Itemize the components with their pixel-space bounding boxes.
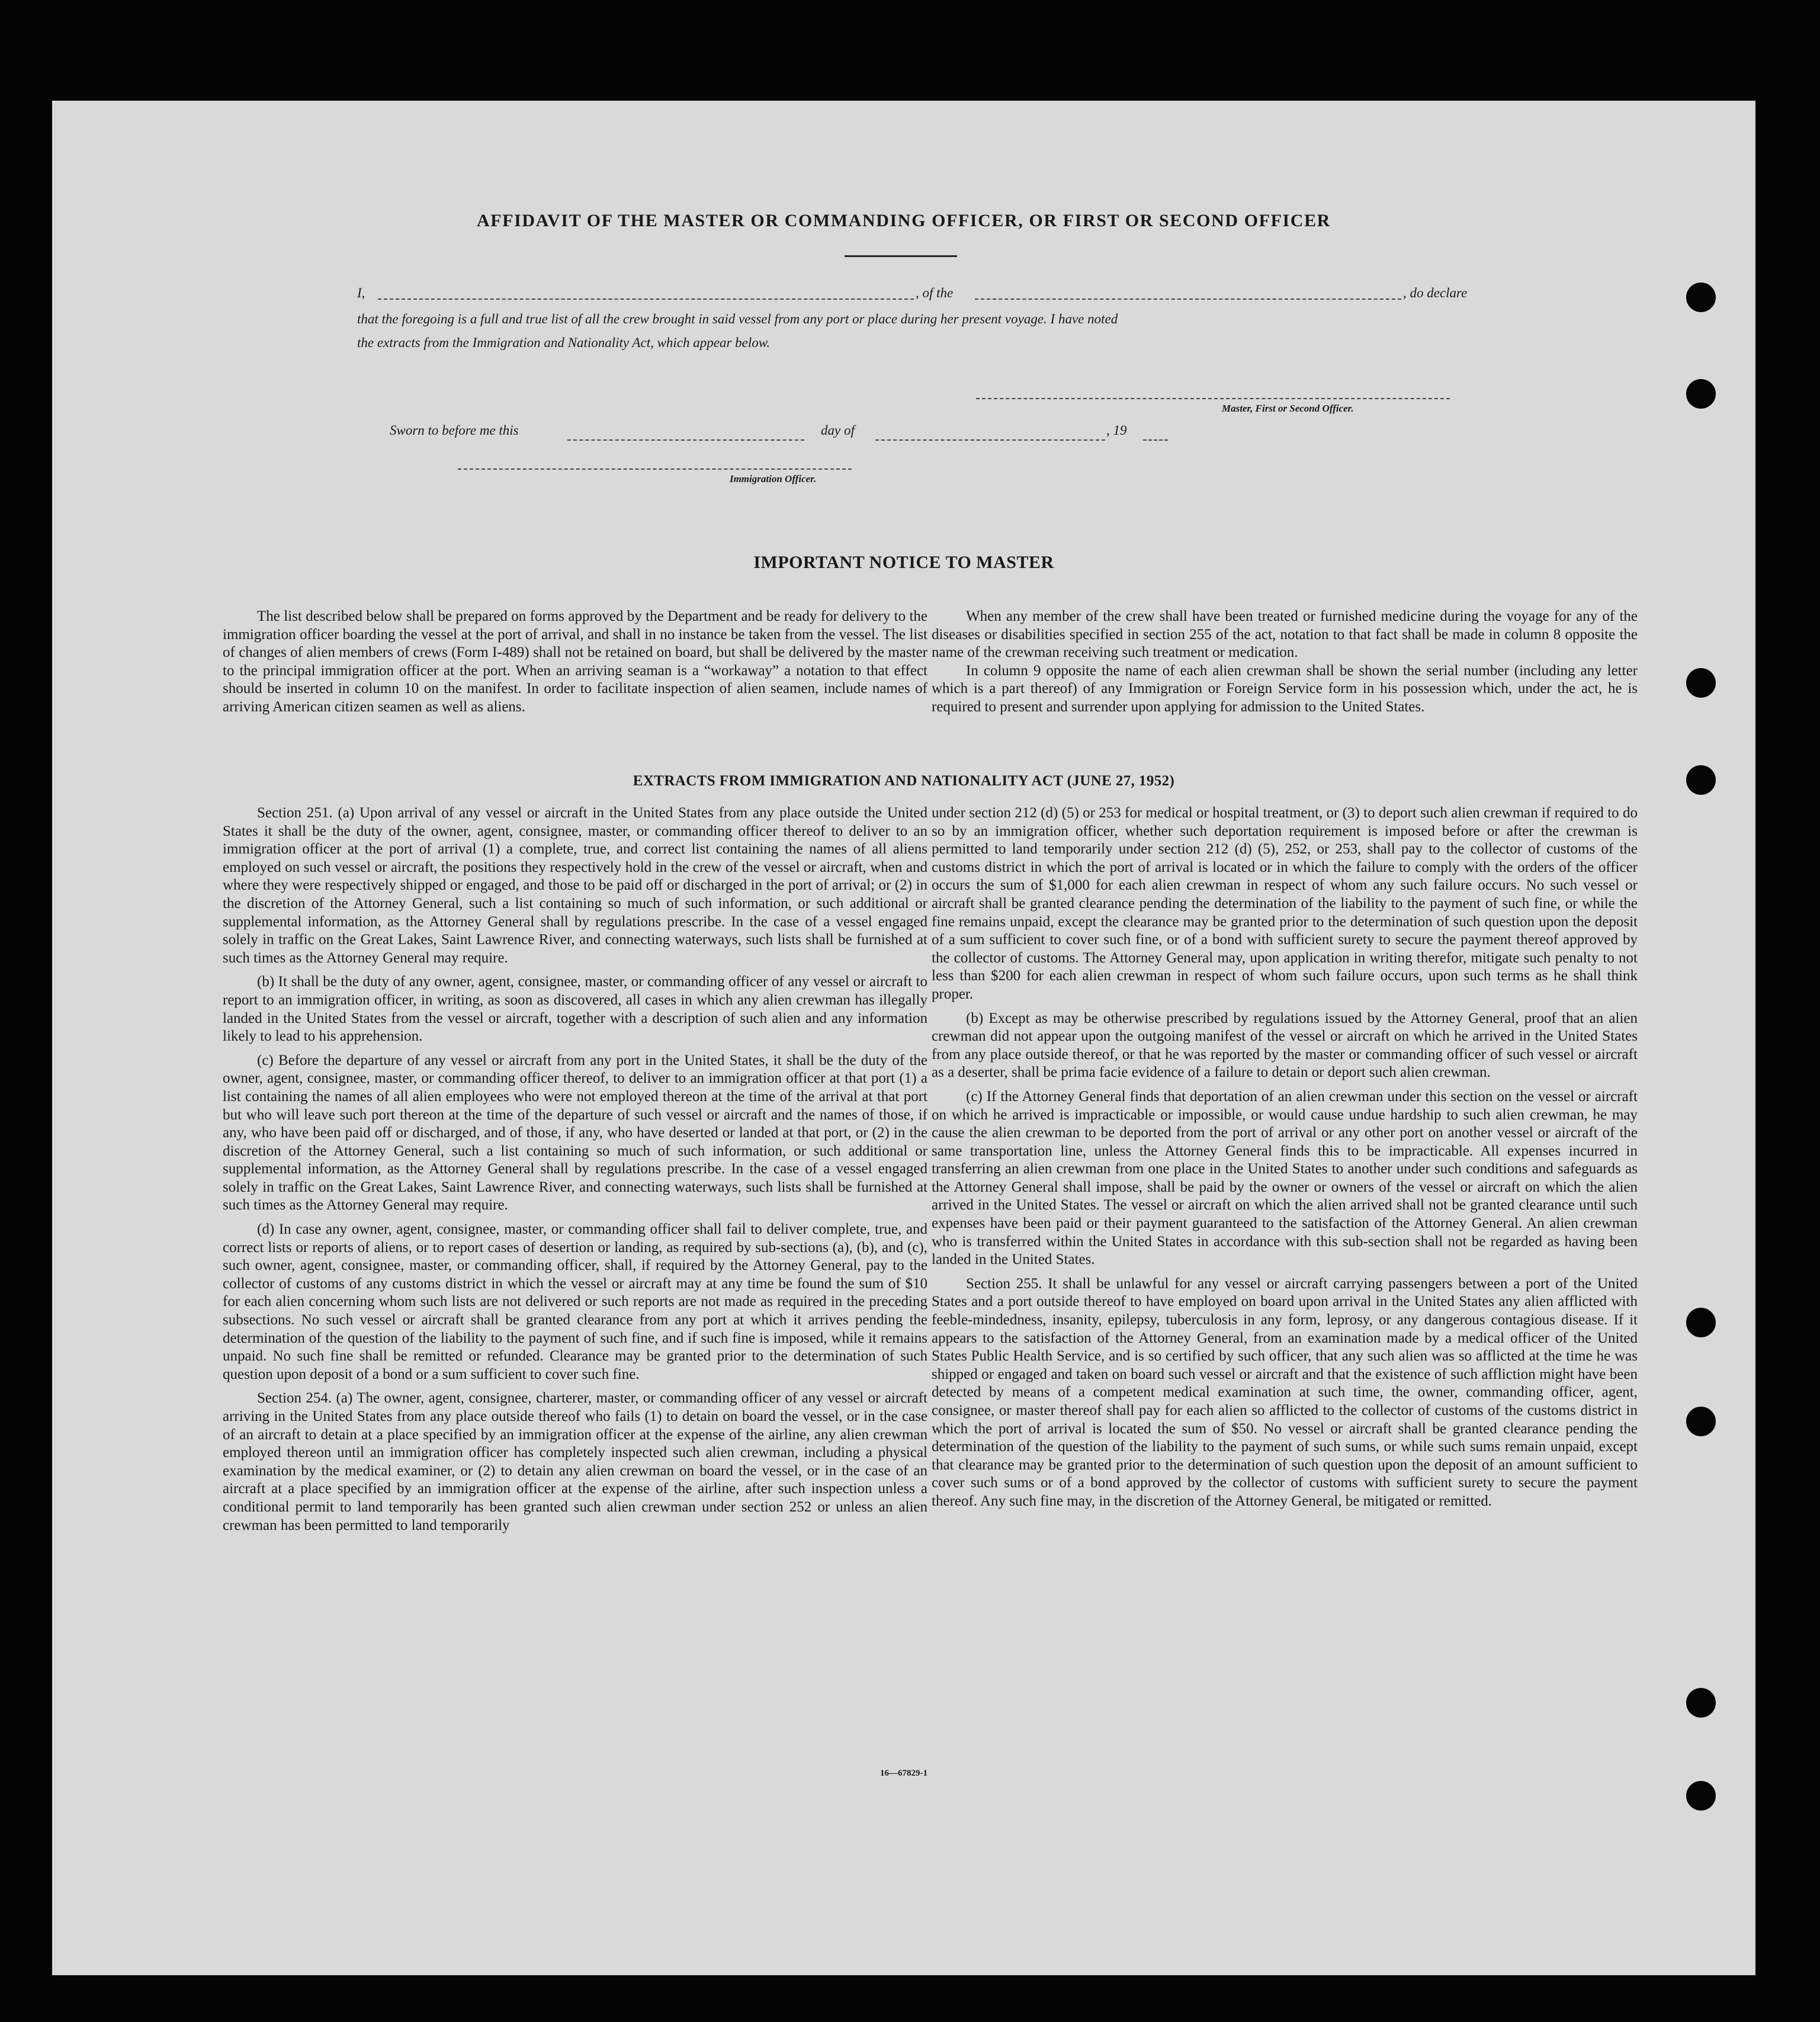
affidavit-statement-line3: the extracts from the Immigration and Nationality Act, which appear below. — [357, 335, 771, 350]
section-255: Section 255. It shall be unlawful for any vessel or aircraft carrying passengers between a port of the United States and a port outside thereof to have employed on board upon arrival in the United States any alien afflicted with feeble-mindedness, insanity, epilepsy, tuberculosis in any form, leprosy, or any dangerous contagious disease. If it appears to the satisfaction of the Attorney General, from an examination made by a medical officer of the United States Public Health Service, and is so certified by such officer, that any such alien was so afflicted at the time he was shipped or engaged and taken on board such vessel or aircraft and that the existence of such affliction might have been detected by means of a competent medical examination at such time, the owner, commanding officer, agent, consignee, or master thereof shall pay for each alien so afflicted to the collector of customs of the customs district in which the port of arrival is located the sum of $50. No vessel or aircraft shall be granted clearance pending the determination of the question of the liability to the payment of such sums, or while such sums remain unpaid, except that clearance may be granted prior to the determination of such question upon the deposit of an amount sufficient to cover such sums or of a bond approved by the collector of customs with sufficient surety to secure the payment thereof. Any such fine may, in the discretion of the Attorney General, be mitigated or remitted. — [932, 1275, 1638, 1509]
affidavit-of-the: , of the — [916, 285, 954, 300]
section-254b: (b) Except as may be otherwise prescribed by regulations issued by the Attorney General, proof that an alien crewman did not appear upon the outgoing manifest of the vessel or aircraft on which he arrived in the United States from any place outside thereof, or that he was reported by the master or commanding officer of such vessel or aircraft as a deserter, shall be prima facie evidence of a failure to detain or deport such alien crewman. — [932, 1010, 1638, 1081]
affidavit-declarant-line — [357, 285, 1500, 303]
punch-hole — [1686, 1308, 1716, 1337]
notice-left-column — [223, 608, 927, 717]
section-251d: (d) In case any owner, agent, consignee, master, or commanding officer shall fail to deliver complete, true, and correct lists or reports of aliens, or to report cases of desertion or landing, as required by sub-sections (a), (b), and (c), such owner, agent, consignee, master, or commanding officer, shall, if required by the Attorney General, pay to the collector of customs of any customs district in which the vessel or aircraft may at any time be found the sum of $10 for each alien concerning whom such lists are not delivered or such reports are not made as required in the preceding subsections. No such vessel or aircraft shall be granted clearance from any port at which it arrives pending the determination of the question of the liability to the payment of such fine, and if such fine is imposed, while it remains unpaid. No such fine shall be remitted or refunded. Clearance may be granted prior to the determination of such question upon deposit of a bond or a sum sufficient to cover such fine. — [223, 1221, 927, 1382]
notice-right-paragraph: In column 9 opposite the name of each alien crewman shall be shown the serial number (including any letter which is a part thereof) of any Immigration or Foreign Service form in his possession which, under the act, he is required to present and surrender upon applying for admission to the United States. — [932, 662, 1638, 715]
section-254a-continued: under section 212 (d) (5) or 253 for medical or hospital treatment, or (3) to deport such alien crewman if required to do so by an immigration officer, whether such deportation requirement is imposed before or after the crewman is permitted to land temporarily under section 212 (d) (5), 252, or 253, shall pay to the collector of customs of the customs district in which the port of arrival is located or in which the failure to comply with the orders of the officer occurs the sum of $1,000 for each alien crewman in respect of whom any such failure occurs. No such vessel or aircraft shall be granted clearance pending the determination of the liability to the payment of such fine, or while the fine remains unpaid, except the clearance may be granted prior to the determination of such question upon the deposit of a sum sufficient to cover such fine, or of a bond with sufficient surety to secure the payment thereof approved by the collector of customs. The Attorney General may, upon application in writing therefor, mitigate such penalty to not less than $200 for each alien crewman in respect of whom such failure occurs, upon such terms as he shall think proper. — [932, 805, 1638, 1002]
affidavit-statement-line2: that the foregoing is a full and true list of all the crew brought in said vessel from any port or place during her present voyage. I have noted — [357, 312, 1118, 326]
punch-hole — [1686, 283, 1716, 312]
declarant-name-field[interactable] — [378, 299, 914, 300]
extracts-title: EXTRACTS FROM IMMIGRATION AND NATIONALITY ACT (JUNE 27, 1952) — [633, 773, 1175, 789]
punch-hole — [1686, 668, 1716, 698]
immigration-officer-signature-field[interactable] — [458, 468, 852, 470]
master-signature-field[interactable] — [976, 398, 1450, 399]
notice-right-paragraph: When any member of the crew shall have been treated or furnished medicine during the voyage for any of the diseases or disabilities specified in section 255 of the act, notation to that fact shall be made in column 8 opposite the name of the crewman receiving such treatment or medication. — [932, 608, 1638, 661]
punch-hole — [1686, 1688, 1716, 1718]
immigration-officer-label: Immigration Officer. — [730, 473, 817, 484]
master-signature-label: Master, First or Second Officer. — [1222, 403, 1354, 414]
section-251a: Section 251. (a) Upon arrival of any vessel or aircraft in the United States from any place outside the United States it shall be the duty of the owner, agent, consignee, master, or commanding officer thereof to deliver to an immigration officer at the port of arrival (1) a complete, true, and correct list containing the names of all aliens employed on such vessel or aircraft, the positions they respectively hold in the crew of the vessel or aircraft, when and where they were respectively shipped or engaged, and those to be paid off or discharged in the port of arrival; or (2) in the discretion of the Attorney General, such a list containing so much of such information, or such additional or supplemental information, as the Attorney General shall by regulations prescribe. In the case of a vessel engaged solely in traffic on the Great Lakes, Saint Lawrence River, and connecting waterways, such lists shall be furnished at such times as the Attorney General may require. — [223, 805, 927, 966]
form-number: 16—67829-1 — [880, 1769, 927, 1778]
sworn-day-field[interactable] — [567, 439, 804, 441]
notice-title: IMPORTANT NOTICE TO MASTER — [753, 553, 1054, 572]
punch-hole — [1686, 1781, 1716, 1811]
sworn-month-field[interactable] — [875, 439, 1105, 441]
extracts-right-column — [932, 804, 1638, 1511]
form-page — [52, 101, 1755, 1975]
year-prefix: , 19 — [1106, 423, 1127, 438]
day-of-label: day of — [821, 423, 855, 438]
sworn-year-field[interactable] — [1143, 439, 1168, 441]
extracts-left-column — [223, 804, 927, 1535]
section-254c: (c) If the Attorney General finds that deportation of an alien crewman under this section on the vessel or aircraft on which he arrived is impracticable or impossible, or would cause undue hardship to such alien crewman, he may cause the alien crewman to be deported from the port of arrival or any other port on another vessel or aircraft of the same transportation line, unless the Attorney General finds this to be impracticable. All expenses incurred in transferring an alien crewman from one place in the United States to another under such conditions and safeguards as the Attorney General shall impose, shall be paid by the owner or owners of the vessel or aircraft on which the alien arrived in the United States. The vessel or aircraft on which the alien arrived shall not be granted clearance until such expenses have been paid or their payment guaranteed to the satisfaction of the Attorney General. An alien crewman who is transferred within the United States in accordance with this sub-section shall not be regarded as having been landed in the United States. — [932, 1088, 1638, 1268]
affidavit-title: AFFIDAVIT OF THE MASTER OR COMMANDING OFFICER, OR FIRST OR SECOND OFFICER — [477, 211, 1331, 230]
section-251b: (b) It shall be the duty of any owner, agent, consignee, master, or commanding officer of any vessel or aircraft to report to an immigration officer, in writing, as soon as discovered, all cases in which any alien crewman has illegally landed in the United States from the vessel or aircraft, together with a description of such alien and any information likely to lead to his apprehension. — [223, 974, 927, 1045]
section-254a: Section 254. (a) The owner, agent, consignee, charterer, master, or commanding officer of any vessel or aircraft arriving in the United States from any place outside thereof who fails (1) to detain on board the vessel, or in the case of an aircraft to detain at a place specified by an immigration officer at the expense of the airline, any alien crewman employed thereon until an immigration officer has completely inspected such alien crewman, including a physical examination by the medical examiner, or (2) to detain any alien crewman on board the vessel, or in the case of an aircraft at a place specified by an immigration officer at the expense of the airline, after such inspection unless a conditional permit to land temporarily has been granted such alien crewman under section 252 or unless an alien crewman has been permitted to land temporarily — [223, 1390, 927, 1533]
affidavit-declare: , do declare — [1403, 285, 1468, 300]
notice-left-paragraph: The list described below shall be prepared on forms approved by the Department and be ready for delivery to the immigration officer boarding the vessel at the port of arrival, and shall in no instance be taken from the vessel. The list of changes of alien members of crews (Form I-489) shall not be retained on board, but shall be delivered by the master to the principal immigration officer at the port. When an arriving seaman is a “workaway” a notation to that effect should be inserted in column 10 on the manifest. In order to facilitate inspection of alien seamen, include names of arriving American citizen seamen as well as aliens. — [223, 608, 927, 715]
vessel-name-field[interactable] — [975, 299, 1401, 300]
punch-hole — [1686, 1407, 1716, 1436]
affidavit-i: I, — [357, 285, 365, 300]
punch-hole — [1686, 765, 1716, 795]
title-rule — [845, 255, 957, 257]
sworn-label: Sworn to before me this — [390, 423, 519, 438]
section-251c: (c) Before the departure of any vessel or aircraft from any port in the United States, it shall be the duty of the owner, agent, consignee, master, or commanding officer thereof, to deliver to an immigration officer at that port (1) a list containing the names of all alien employees who were not employed thereon at the time of the arrival at that port but who will leave such port thereon at the time of the departure of such vessel or aircraft and the names of those, if any, who have been paid off or discharged, and of those, if any, who have deserted or landed at that port, or (2) in the discretion of the Attorney General, such a list containing so much of such information, or such additional or supplemental information, as the Attorney General shall by regulations prescribe. In the case of a vessel engaged solely in traffic on the Great Lakes, Saint Lawrence River, and connecting waterways, such lists shall be furnished at such times as the Attorney General may require. — [223, 1052, 927, 1214]
punch-hole — [1686, 379, 1716, 409]
notice-right-column — [932, 608, 1638, 717]
